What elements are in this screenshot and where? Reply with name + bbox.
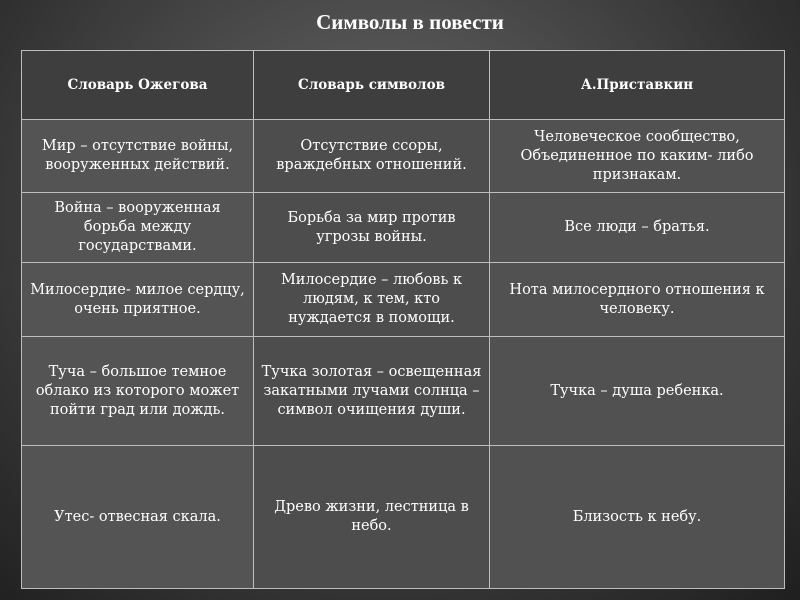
column-header-ozhegov: Словарь Ожегова (22, 51, 254, 120)
table-row (22, 263, 785, 337)
table-header-row (22, 51, 785, 120)
table-row (22, 446, 785, 589)
table-cell: Борьба за мир против угрозы войны. (254, 193, 490, 263)
table-cell: Древо жизни, лестница в небо. (254, 446, 490, 589)
table-cell: Отсутствие ссоры, враждебных отношений. (254, 120, 490, 193)
table-row (22, 337, 785, 446)
table-cell: Туча – большое темное облако из которого может пойти град или дождь. (22, 337, 254, 446)
table-cell: Нота милосердного отношения к человеку. (490, 263, 785, 337)
table-cell: Война – вооруженная борьба между государствами. (22, 193, 254, 263)
table-cell: Милосердие- милое сердцу, очень приятное. (22, 263, 254, 337)
table-cell: Близость к небу. (490, 446, 785, 589)
table-cell: Тучка золотая – освещенная закатными лучами солнца – символ очищения души. (254, 337, 490, 446)
column-header-symbols-dictionary: Словарь символов (254, 51, 490, 120)
table-cell: Человеческое сообщество, Объединенное по каким- либо признакам. (490, 120, 785, 193)
table-row (22, 193, 785, 263)
slide-title: Символы в повести (316, 10, 504, 34)
table-cell: Милосердие – любовь к людям, к тем, кто нуждается в помощи. (254, 263, 490, 337)
table-cell: Мир – отсутствие войны, вооруженных действий. (22, 120, 254, 193)
symbols-table (21, 50, 785, 589)
table-cell: Утес- отвесная скала. (22, 446, 254, 589)
column-header-pristavkin: А.Приставкин (490, 51, 785, 120)
table-cell: Тучка – душа ребенка. (490, 337, 785, 446)
table-cell: Все люди – братья. (490, 193, 785, 263)
table-row (22, 120, 785, 193)
